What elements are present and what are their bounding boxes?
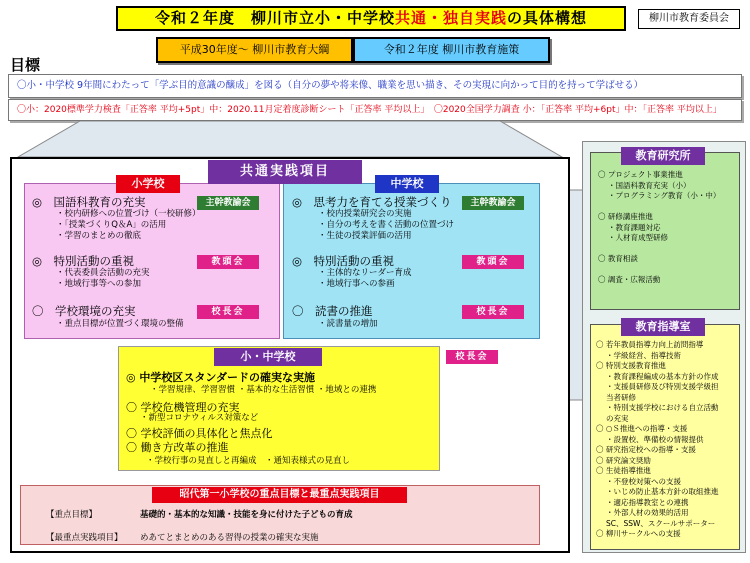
guidance-line: ・学級経営、指導技術 (606, 350, 681, 360)
shared-school-tag: 小・中学校 (214, 348, 322, 366)
es-item-3-sub-1: ・重点目標が位置づく環境の整備 (56, 319, 184, 329)
research-line: ・国語科教育充実（小） (608, 180, 691, 190)
elementary-tag: 小学校 (116, 175, 180, 193)
research-line: ・プログラミング教育（小・中） (608, 191, 721, 200)
title-part-3: の具体構想 (507, 9, 588, 27)
document-title (116, 6, 626, 31)
title-part-1: 令和２年度 柳川市立小・中学校 (154, 9, 395, 27)
research-line: 〇 教育相談 (598, 254, 638, 263)
es-item-1-sub-2: ・「授業づくりQ＆A」の活用 (56, 220, 167, 230)
shared-line-5: 〇 学校評価の具体化と焦点化 (126, 427, 273, 440)
es-item-1-sub-3: ・学習のまとめの徹底 (56, 231, 142, 241)
jh-item-3-tag: 校長会 (462, 305, 524, 319)
guidance-line: ・適応指導教室との連携 (606, 497, 689, 507)
organization-label: 柳川市教育委員会 (638, 9, 740, 29)
es-item-3-tag: 校長会 (197, 305, 259, 319)
shared-school-tag-principals: 校長会 (446, 350, 498, 364)
jh-item-2-sub-1: ・主体的なリーダー育成 (318, 268, 412, 278)
shared-line-2: ・学習規律、学習習慣 ・基本的な生活習慣 ・地域との連携 (150, 385, 377, 395)
guidance-office-tag: 教育指導室 (621, 318, 705, 336)
guidance-line: 〇 研究論文奨励 (596, 455, 651, 465)
guidance-line: ・特別支援学校における自立活動 (606, 403, 719, 412)
guidance-line: ・設置校、準備校の情報提供 (606, 434, 704, 444)
shared-line-3: 〇 学校危機管理の充実 (126, 401, 240, 414)
common-practice-title: 共通実践項目 (208, 160, 362, 184)
guidance-line: ・支援員研修及び特別支援学級担 (606, 382, 719, 391)
guidance-line: ・不登校対策への支援 (606, 476, 681, 486)
jh-item-2-head: ◎ 特別活動の重視 (292, 254, 395, 268)
guidance-line: 〇 ○Ｓ推進への指導・支援 (596, 424, 688, 433)
guidance-line: の充実 (606, 413, 629, 423)
plan-right: 令和２年度 柳川市教育施策 (353, 37, 550, 63)
goals-heading: 目標 (10, 56, 41, 74)
guidance-line: 〇 若年教員指導力向上訪問指導 (596, 340, 704, 349)
research-line (598, 202, 738, 213)
guidance-line: ・教育課程編成の基本方針の作成 (606, 371, 719, 381)
shared-line-1: ◎ 中学校区スタンダードの確実な実施 (126, 371, 315, 384)
junior-high-tag: 中学校 (375, 175, 439, 193)
guidance-line: ・いじめ防止基本方針の取組推進 (606, 487, 719, 496)
jh-item-1-sub-2: ・自分の考えを書く活動の位置づけ (318, 220, 455, 230)
research-line: 〇 研修講座推進 (598, 212, 653, 221)
jh-item-3-sub-1: ・読書量の増加 (318, 319, 378, 329)
jh-item-1-sub-1: ・校内授業研究会の実施 (318, 209, 412, 219)
es-item-1-tag: 主幹教諭会 (197, 196, 259, 210)
es-item-2-sub-2: ・地域行事等への参加 (56, 279, 142, 289)
research-line: 〇 調査・広報活動 (598, 275, 661, 284)
jh-item-2-tag: 教頭会 (462, 255, 524, 269)
focus-practice-value: めあてとまとめのある習得の授業の確実な実施 (140, 533, 319, 543)
jh-item-2-sub-2: ・地域行事への参画 (318, 279, 395, 289)
guidance-office-list (596, 340, 740, 540)
down-arrow-shape (10, 121, 570, 159)
guidance-line: 〇 研究指定校への指導・支援 (596, 445, 696, 454)
research-line: 〇 プロジェクト事業推進 (598, 170, 683, 179)
guidance-line: 〇 生徒指導推進 (596, 466, 651, 475)
guidance-line: SC、SSW、スクールサポーター (606, 518, 716, 528)
research-line (598, 265, 738, 276)
school-focus-title: 昭代第一小学校の重点目標と最重点実践項目 (152, 487, 407, 503)
es-item-1-head: ◎ 国語科教育の充実 (32, 195, 146, 209)
research-line: ・教育課題対応 (608, 222, 661, 232)
jh-item-1-tag: 主幹教諭会 (462, 196, 524, 210)
goal-line-2: 〇小：2020標準学力検査「正答率 平均+5pt」中：2020.11月定着度診断シート「正答率 平均以上」 〇2020全国学力調査 小：「正答率 平均+6pt」中：「正答率 平均以上」 (8, 99, 742, 121)
es-item-2-tag: 教頭会 (197, 255, 259, 269)
shared-line-4: ・新型コロナウィルス対策など (140, 413, 259, 423)
jh-item-3-head: 〇 読書の推進 (292, 304, 373, 318)
title-part-highlight: 共通・独自実践 (394, 9, 507, 27)
jh-item-1-sub-3: ・生徒の授業評価の活用 (318, 231, 412, 241)
es-item-1-sub-1: ・校内研修への位置づけ（一校研修） (56, 209, 201, 219)
es-item-2-sub-1: ・代表委員会活動の充実 (56, 268, 150, 278)
guidance-line: ・外部人材の効果的活用 (606, 508, 689, 517)
es-item-3-head: 〇 学校環境の充実 (32, 304, 136, 318)
shared-line-7: ・学校行事の見直しと再編成 ・通知表様式の見直し (146, 456, 351, 466)
research-institute-list (598, 170, 738, 286)
es-item-2-head: ◎ 特別活動の重視 (32, 254, 135, 268)
focus-practice-label: 【最重点実践項目】 (46, 533, 123, 543)
shared-line-6: 〇 働き方改革の推進 (126, 441, 229, 454)
focus-goal-value: 基礎的・基本的な知識・技能を身に付けた子どもの育成 (140, 510, 353, 520)
guidance-line: 〇 特別支援教育推進 (596, 361, 666, 370)
plan-left: 平成30年度～ 柳川市教育大綱 (156, 37, 353, 63)
jh-item-1-head: ◎ 思考力を育てる授業づくり (292, 195, 452, 209)
goal-line-1: 〇小・中学校 9年間にわたって「学ぶ目的意識の醸成」を図る（自分の夢や将来像、職業を思い描き、その実現に向かって目的を持って学ばせる） (8, 74, 742, 98)
guidance-line: 〇 柳川サークルへの支援 (596, 529, 681, 538)
research-institute-tag: 教育研究所 (621, 147, 705, 165)
guidance-line: 当者研修 (606, 392, 636, 402)
research-line (598, 244, 738, 255)
research-line: ・人材育成型研修 (608, 233, 668, 242)
focus-goal-label: 【重点目標】 (46, 510, 98, 520)
